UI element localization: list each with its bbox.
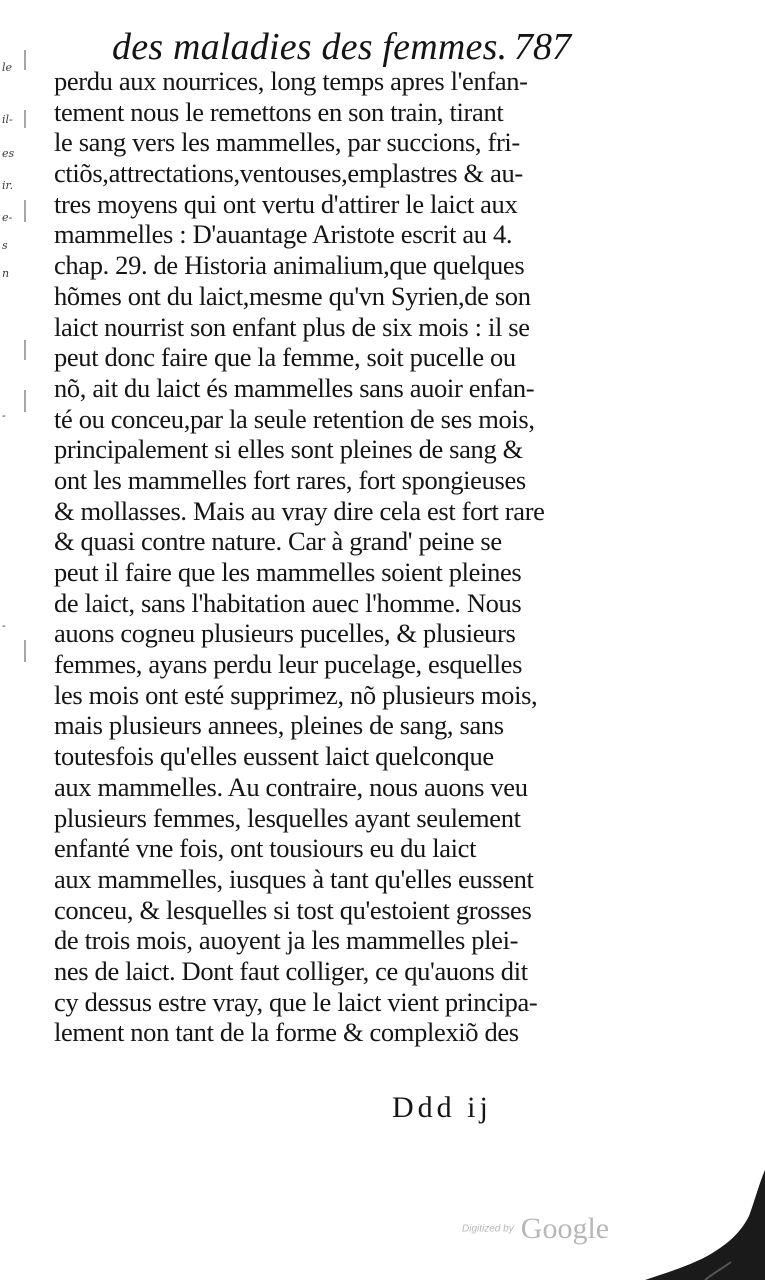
text-line: conceu, & lesquelles si tost qu'estoient grosses: [54, 894, 532, 925]
gutter-fragment: il-: [2, 113, 13, 126]
text-line: chap. 29. de Historia animalium,que quelques: [54, 250, 525, 281]
text-line: nes de laict. Dont faut colliger, ce qu'auons dit: [54, 955, 528, 986]
text-line: auons cogneu plusieurs pucelles, & plusieurs: [54, 618, 516, 649]
gutter-fragment: e-: [2, 211, 13, 224]
signature-mark: Ddd ij: [392, 1091, 492, 1124]
text-line: laict nourrist son enfant plus de six mois : il se: [54, 311, 530, 342]
gutter-fragment: -: [2, 619, 6, 632]
text-line: ont les mammelles fort rares, fort spongieuses: [54, 464, 526, 495]
text-line: hõmes ont du laict,mesme qu'vn Syrien,de son: [54, 280, 531, 311]
digitized-watermark: [462, 1212, 609, 1252]
body-text: [54, 66, 584, 1048]
text-line: les mois ont esté supprimez, nõ plusieurs mois,: [54, 679, 538, 710]
gutter-fragment: es: [2, 147, 15, 160]
text-line: enfanté vne fois, ont tousiours eu du laict: [54, 833, 477, 864]
text-line: ctiõs,attrectations,ventouses,emplastres & au-: [54, 158, 523, 189]
text-line: mais plusieurs annees, pleines de sang, sans: [54, 710, 504, 741]
text-line: de trois mois, auoyent ja les mammelles plei-: [54, 925, 519, 956]
text-line: femmes, ayans perdu leur pucelage, esquelles: [54, 649, 523, 680]
gutter-fragment: -: [2, 409, 6, 422]
gutter-fragment: n: [2, 267, 10, 280]
running-title: des maladies des femmes.: [112, 26, 508, 68]
gutter-fragment: ir.: [2, 179, 14, 192]
text-line: lement non tant de la forme & complexiõ des: [54, 1017, 519, 1048]
text-line: peut il faire que les mammelles soient pleines: [54, 557, 522, 587]
gutter-fragment: le: [2, 61, 13, 74]
text-line: de laict, sans l'habitation auec l'homme. Nous: [54, 587, 522, 618]
text-line: & quasi contre nature. Car à grand' peine se: [54, 526, 502, 557]
text-line: perdu aux nourrices, long temps apres l'enfan-: [54, 66, 528, 96]
margin-rule-marks: [20, 50, 30, 680]
text-line: principalement si elles sont pleines de sang &: [54, 434, 523, 465]
text-line: té ou conceu,par la seule retention de ses mois,: [54, 403, 535, 434]
page-number: 787: [514, 26, 571, 68]
text-line: le sang vers les mammelles, par succions, fri-: [54, 127, 520, 158]
text-line: toutesfois qu'elles eussent laict quelconque: [54, 741, 494, 772]
text-line: tres moyens qui ont vertu d'attirer le laict aux: [54, 188, 518, 219]
text-line: plusieurs femmes, lesquelles ayant seulement: [54, 802, 521, 833]
watermark-brand: Google: [520, 1212, 610, 1245]
text-line: nõ, ait du laict és mammelles sans auoir enfan-: [54, 372, 535, 403]
watermark-prefix: Digitized by: [462, 1223, 514, 1235]
text-line: & mollasses. Mais au vray dire cela est fort rare: [54, 495, 545, 526]
text-line: cy dessus estre vray, que le laict vient principa-: [54, 986, 538, 1017]
text-line: mammelles : D'auantage Aristote escrit au 4.: [54, 219, 513, 250]
text-line: aux mammelles, iusques à tant qu'elles eussent: [54, 863, 534, 894]
gutter-fragment: s: [2, 239, 8, 252]
text-line: tement nous le remettons en son train, tirant: [54, 96, 504, 127]
text-line: aux mammelles. Au contraire, nous auons veu: [54, 771, 528, 802]
text-line: peut donc faire que la femme, soit pucelle ou: [54, 342, 516, 373]
page-edge-shadow: [645, 1170, 765, 1280]
